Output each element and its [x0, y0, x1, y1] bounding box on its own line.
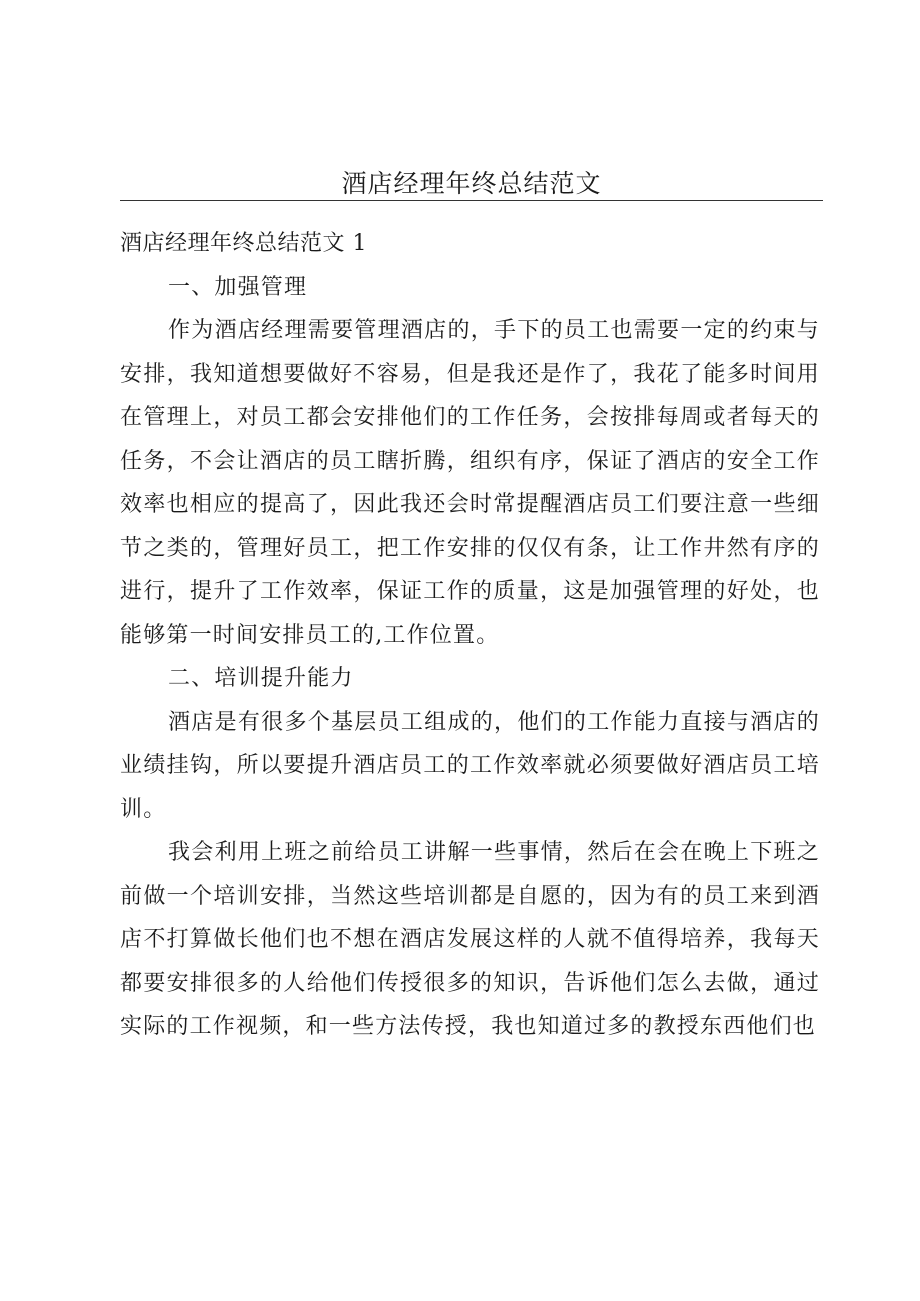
paragraph-management: 作为酒店经理需要管理酒店的，手下的员工也需要一定的约束与安排，我知道想要做好不容易，但是我还是作了，我花了能多时间用在管理上，对员工都会安排他们的工作任务，会按排每周或者每天的任务，不会让酒店的员工瞎折腾，组织有序，保证了酒店的安全工作效率也相应的提高了，因此我还会时常提醒酒店员工们要注意一些细节之类的，管理好员工，把工作安排的仅仅有条，让工作井然有序的进行，提升了工作效率，保证工作的质量，这是加强管理的好处，也能够第一时间安排员工的,工作位置。: [120, 318, 820, 648]
document-title: 酒店经理年终总结范文: [341, 169, 602, 198]
section-heading-management: 一、加强管理: [168, 274, 308, 300]
paragraph-training-2: 我会利用上班之前给员工讲解一些事情，然后在会在晚上下班之前做一个培训安排，当然这些培训都是自愿的，因为有的员工来到酒店不打算做长他们也不想在酒店发展这样的人就不值得培养，我每天都要安排很多的人给他们传授很多的知识，告诉他们怎么去做，通过实际的工作视频，和一些方法传授，我也知道过多的教授东西他们也: [120, 840, 820, 1039]
section-heading-training: 二、培训提升能力: [168, 666, 354, 691]
title-underline: [120, 200, 823, 201]
article-subtitle: 酒店经理年终总结范文 1: [120, 231, 367, 256]
paragraph-training-1: 酒店是有很多个基层员工组成的，他们的工作能力直接与酒店的业绩挂钩，所以要提升酒店员工的工作效率就必须要做好酒店员工培训。: [120, 709, 820, 822]
document-body: [120, 222, 820, 1049]
